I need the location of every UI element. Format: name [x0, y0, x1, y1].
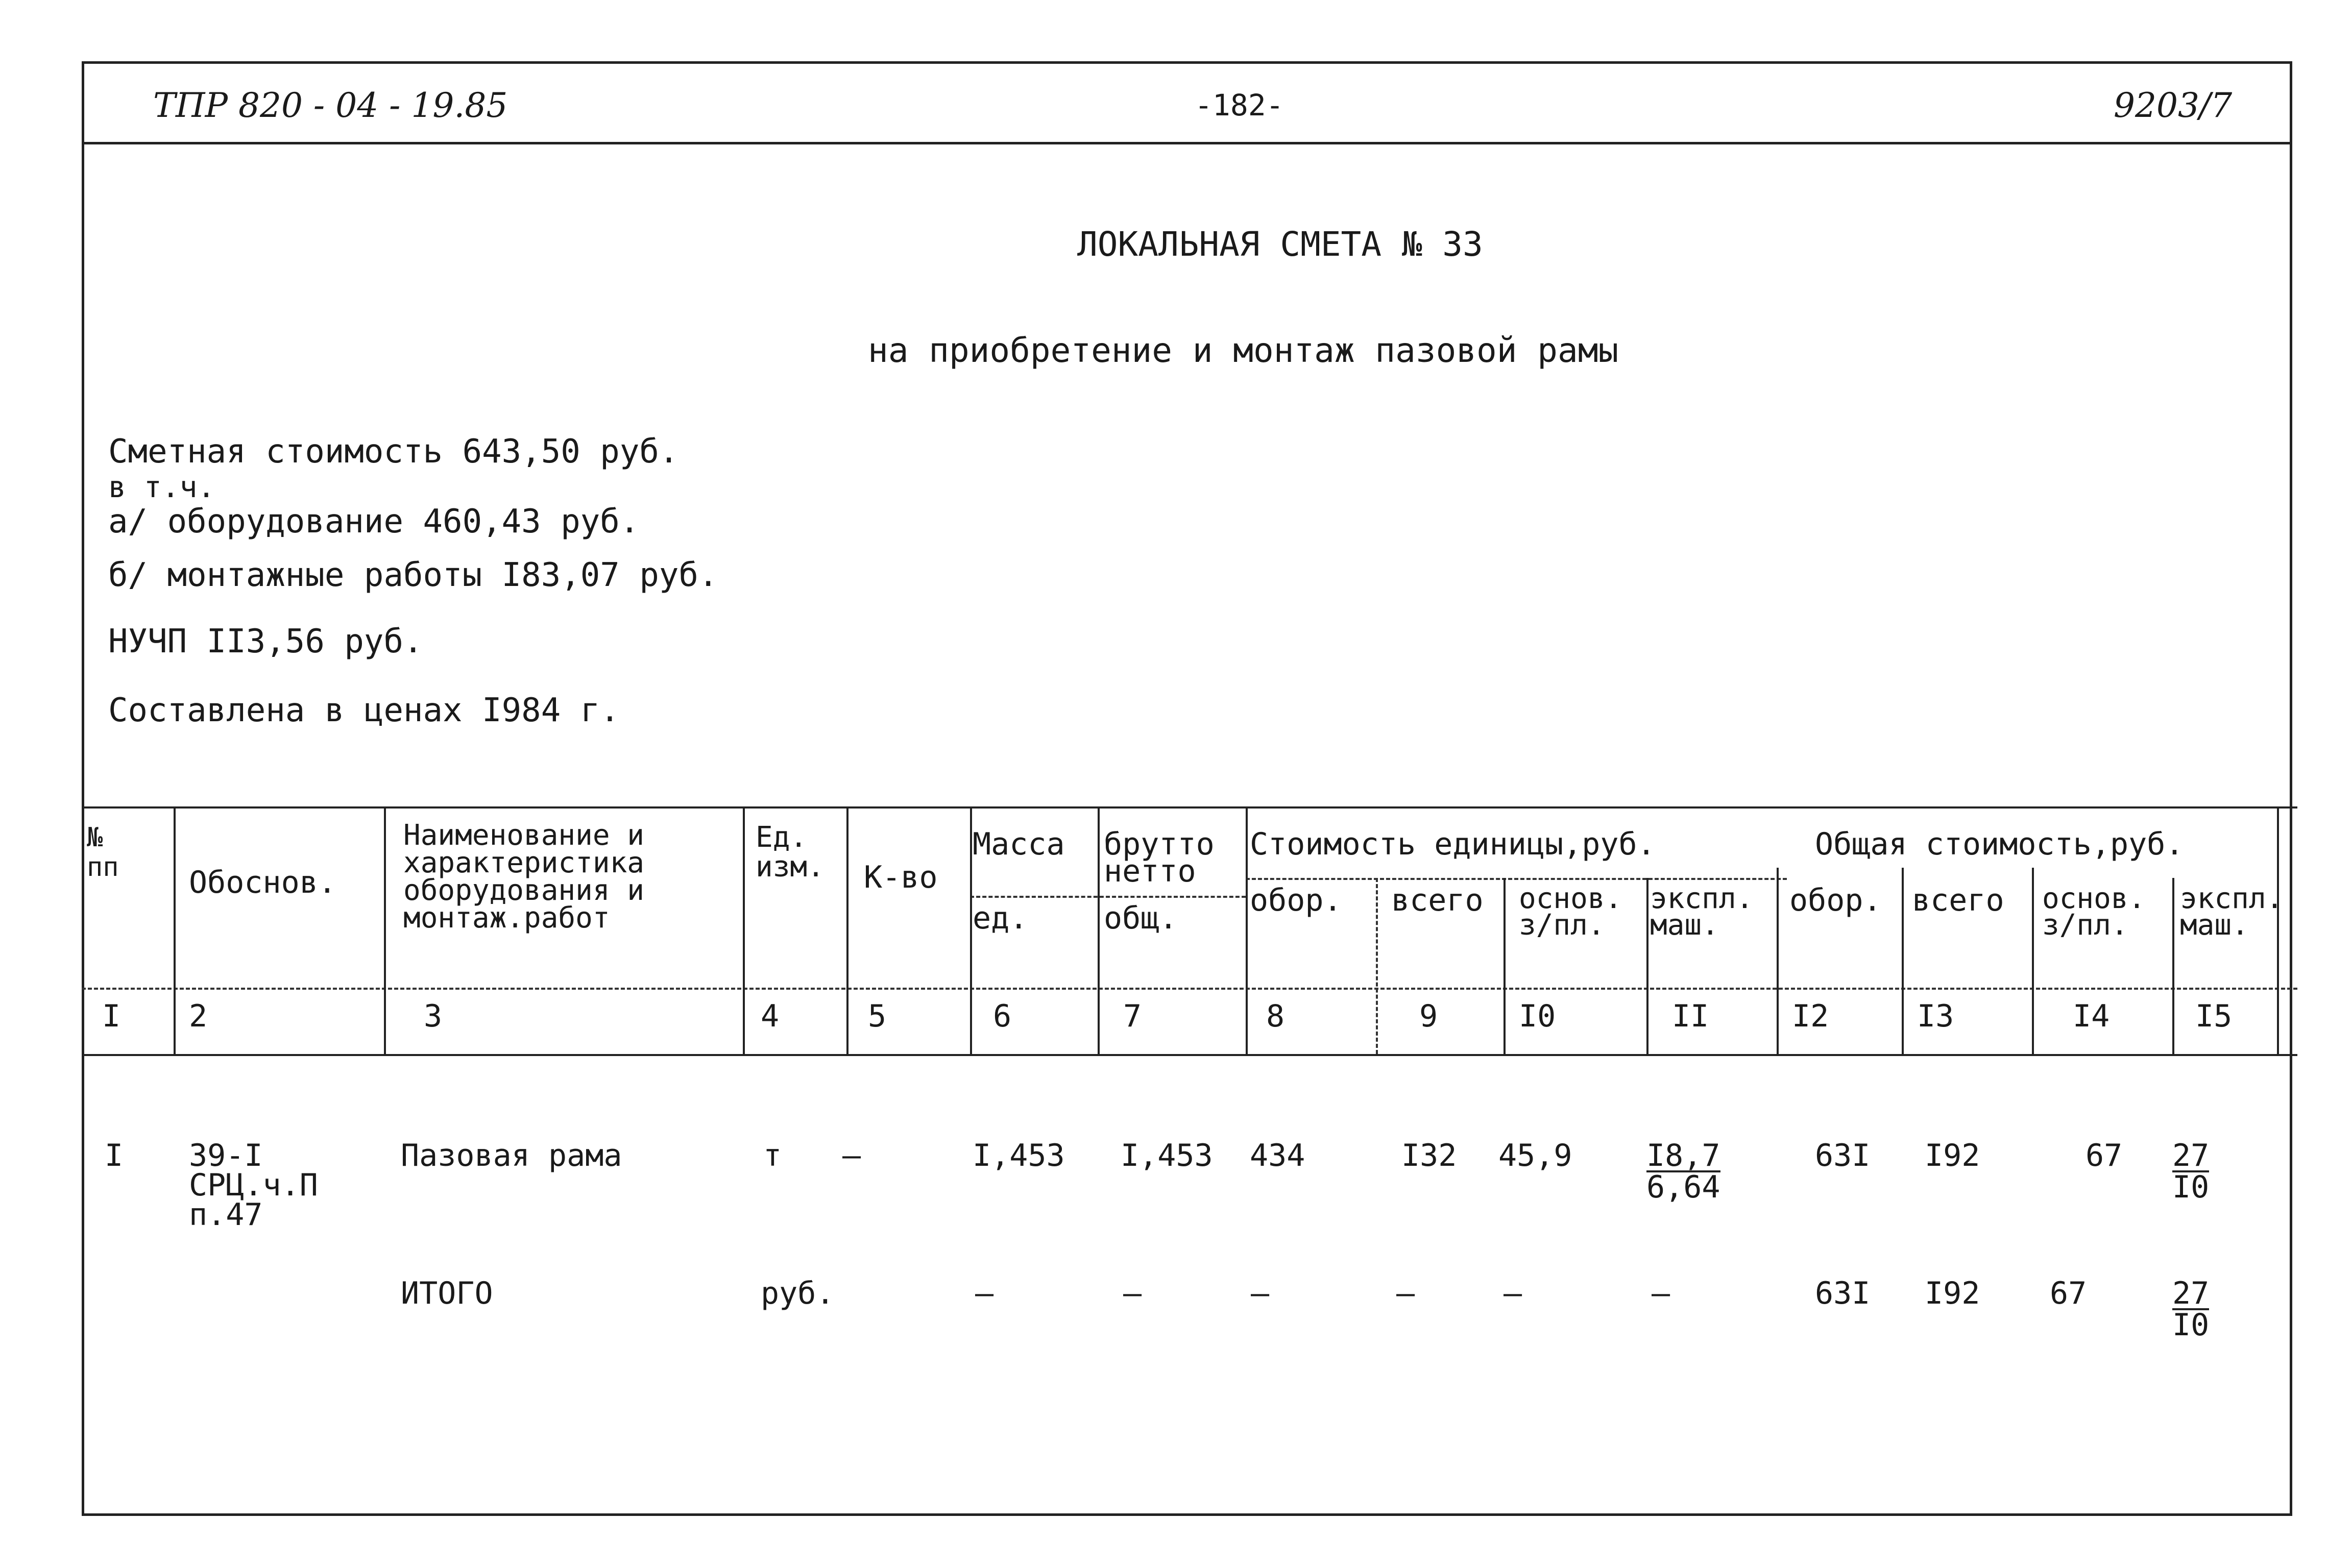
row-unit-all: – — [1396, 1276, 1415, 1311]
col-sep — [1098, 806, 1100, 1054]
header-name: Наименование и характеристика оборудования и монтаж.работ — [403, 819, 645, 935]
col-sep — [1504, 878, 1506, 1054]
header-basis: Обоснов. — [189, 865, 336, 900]
row-unit-wages: – — [1504, 1276, 1522, 1311]
col-number: I4 — [2073, 998, 2110, 1034]
including-label: в т.ч. — [108, 470, 215, 504]
row-qty: – — [842, 1138, 861, 1173]
col-number: II — [1672, 998, 1709, 1034]
mass-subline — [970, 896, 1246, 898]
col-number: I5 — [2195, 998, 2233, 1034]
header-mass-unit: ед. — [973, 900, 1028, 936]
row-num: I — [105, 1138, 124, 1173]
col-sep — [2032, 868, 2034, 1054]
row-name: ИТОГО — [401, 1276, 493, 1311]
col-sep — [174, 806, 176, 1054]
row-total-equip: 63I — [1815, 1138, 1871, 1173]
row-total-all: I92 — [1925, 1276, 1980, 1311]
header-mass-total: общ. — [1104, 900, 1178, 936]
nuchp-cost: НУЧП II3,56 руб. — [108, 623, 423, 660]
header-unit-equip: обор. — [1250, 883, 1342, 918]
header-total-machines: экспл. маш. — [2180, 882, 2284, 942]
header-total-wages: основ. з/пл. — [2042, 882, 2146, 942]
column-numbers-line — [82, 1054, 2297, 1056]
header-num: № пп — [87, 822, 119, 883]
col-number: I2 — [1792, 998, 1829, 1034]
row-unit-machines: – — [1652, 1276, 1670, 1311]
col-sep — [384, 806, 386, 1054]
col-sep — [970, 806, 972, 1054]
col-number: 7 — [1123, 998, 1142, 1034]
header-total-all: всего — [1912, 883, 2004, 918]
equipment-cost: а/ оборудование 460,43 руб. — [108, 503, 640, 541]
header-total-equip: обор. — [1789, 883, 1882, 918]
header-gross: брутто — [1104, 826, 1215, 862]
col-sep — [1902, 868, 1904, 1054]
col-number: 5 — [868, 998, 887, 1034]
header-mass: Масса — [973, 826, 1065, 862]
header-total-cost: Общая стоимость,руб. — [1815, 826, 2184, 862]
row-total-machines: $\frac{27}{I0}$ — [2172, 1276, 2210, 1343]
header-unit-cost: Стоимость единицы,руб. — [1250, 826, 1656, 862]
row-mass-total: – — [1123, 1276, 1142, 1311]
header-unit: Ед. изм. — [756, 821, 825, 884]
row-total-wages: 67 — [2086, 1138, 2123, 1173]
document-code: ТПР 820 - 04 - 19.85 — [153, 86, 508, 125]
unit-cost-subline — [1246, 878, 1787, 880]
estimate-subtitle: на приобретение и монтаж пазовой рамы — [868, 331, 1619, 370]
header-divider — [82, 142, 2290, 144]
row-name: Пазовая рама — [401, 1138, 622, 1173]
col-sep — [1246, 806, 1248, 1054]
col-number: I3 — [1917, 998, 1954, 1034]
col-sep — [1777, 868, 1779, 1054]
row-unit-all: I32 — [1401, 1138, 1457, 1173]
col-number: 6 — [993, 998, 1012, 1034]
row-unit-machines: $\frac{I8,7}{6,64}$ — [1646, 1138, 1720, 1205]
col-sep — [1376, 878, 1378, 1054]
col-number: 2 — [189, 998, 208, 1034]
col-sep — [743, 806, 745, 1054]
estimate-title: ЛОКАЛЬНАЯ СМЕТА № 33 — [1077, 225, 1483, 264]
table-top-line — [82, 806, 2297, 808]
row-mass-unit: I,453 — [973, 1138, 1065, 1173]
page-number: -182- — [1195, 88, 1284, 122]
row-total-machines: $\frac{27}{I0}$ — [2172, 1138, 2210, 1205]
row-mass-total: I,453 — [1121, 1138, 1213, 1173]
col-sep — [1646, 878, 1648, 1054]
sheet-code: 9203/7 — [2114, 86, 2233, 125]
estimated-cost: Сметная стоимость 643,50 руб. — [108, 433, 679, 471]
row-basis: 39-I СРЦ.ч.П п.47 — [189, 1138, 318, 1233]
header-net: нетто — [1104, 853, 1196, 889]
col-number: 4 — [761, 998, 780, 1034]
header-unit-machines: экспл. маш. — [1650, 882, 1754, 942]
price-basis: Составлена в ценах I984 г. — [108, 692, 620, 729]
col-sep — [846, 806, 848, 1054]
row-total-equip: 63I — [1815, 1276, 1871, 1311]
installation-cost: б/ монтажные работы I83,07 руб. — [108, 556, 718, 594]
header-unit-all: всего — [1391, 883, 1484, 918]
row-mass-unit: – — [975, 1276, 994, 1311]
col-number: 8 — [1266, 998, 1285, 1034]
row-unit-wages: 45,9 — [1498, 1138, 1572, 1173]
col-number: 9 — [1419, 998, 1438, 1034]
col-sep — [2172, 878, 2174, 1054]
col-number: I0 — [1519, 998, 1556, 1034]
row-unit-equip: 434 — [1250, 1138, 1305, 1173]
col-number: 3 — [424, 998, 443, 1034]
header-qty: К-во — [864, 860, 938, 895]
row-unit: т — [763, 1138, 782, 1173]
header-bottom-line — [82, 988, 2297, 990]
row-total-all: I92 — [1925, 1138, 1980, 1173]
row-total-wages: 67 — [2050, 1276, 2087, 1311]
row-unit-equip: – — [1251, 1276, 1270, 1311]
row-unit: руб. — [761, 1276, 835, 1311]
header-unit-wages: основ. з/пл. — [1519, 882, 1622, 942]
col-number: I — [102, 998, 121, 1034]
